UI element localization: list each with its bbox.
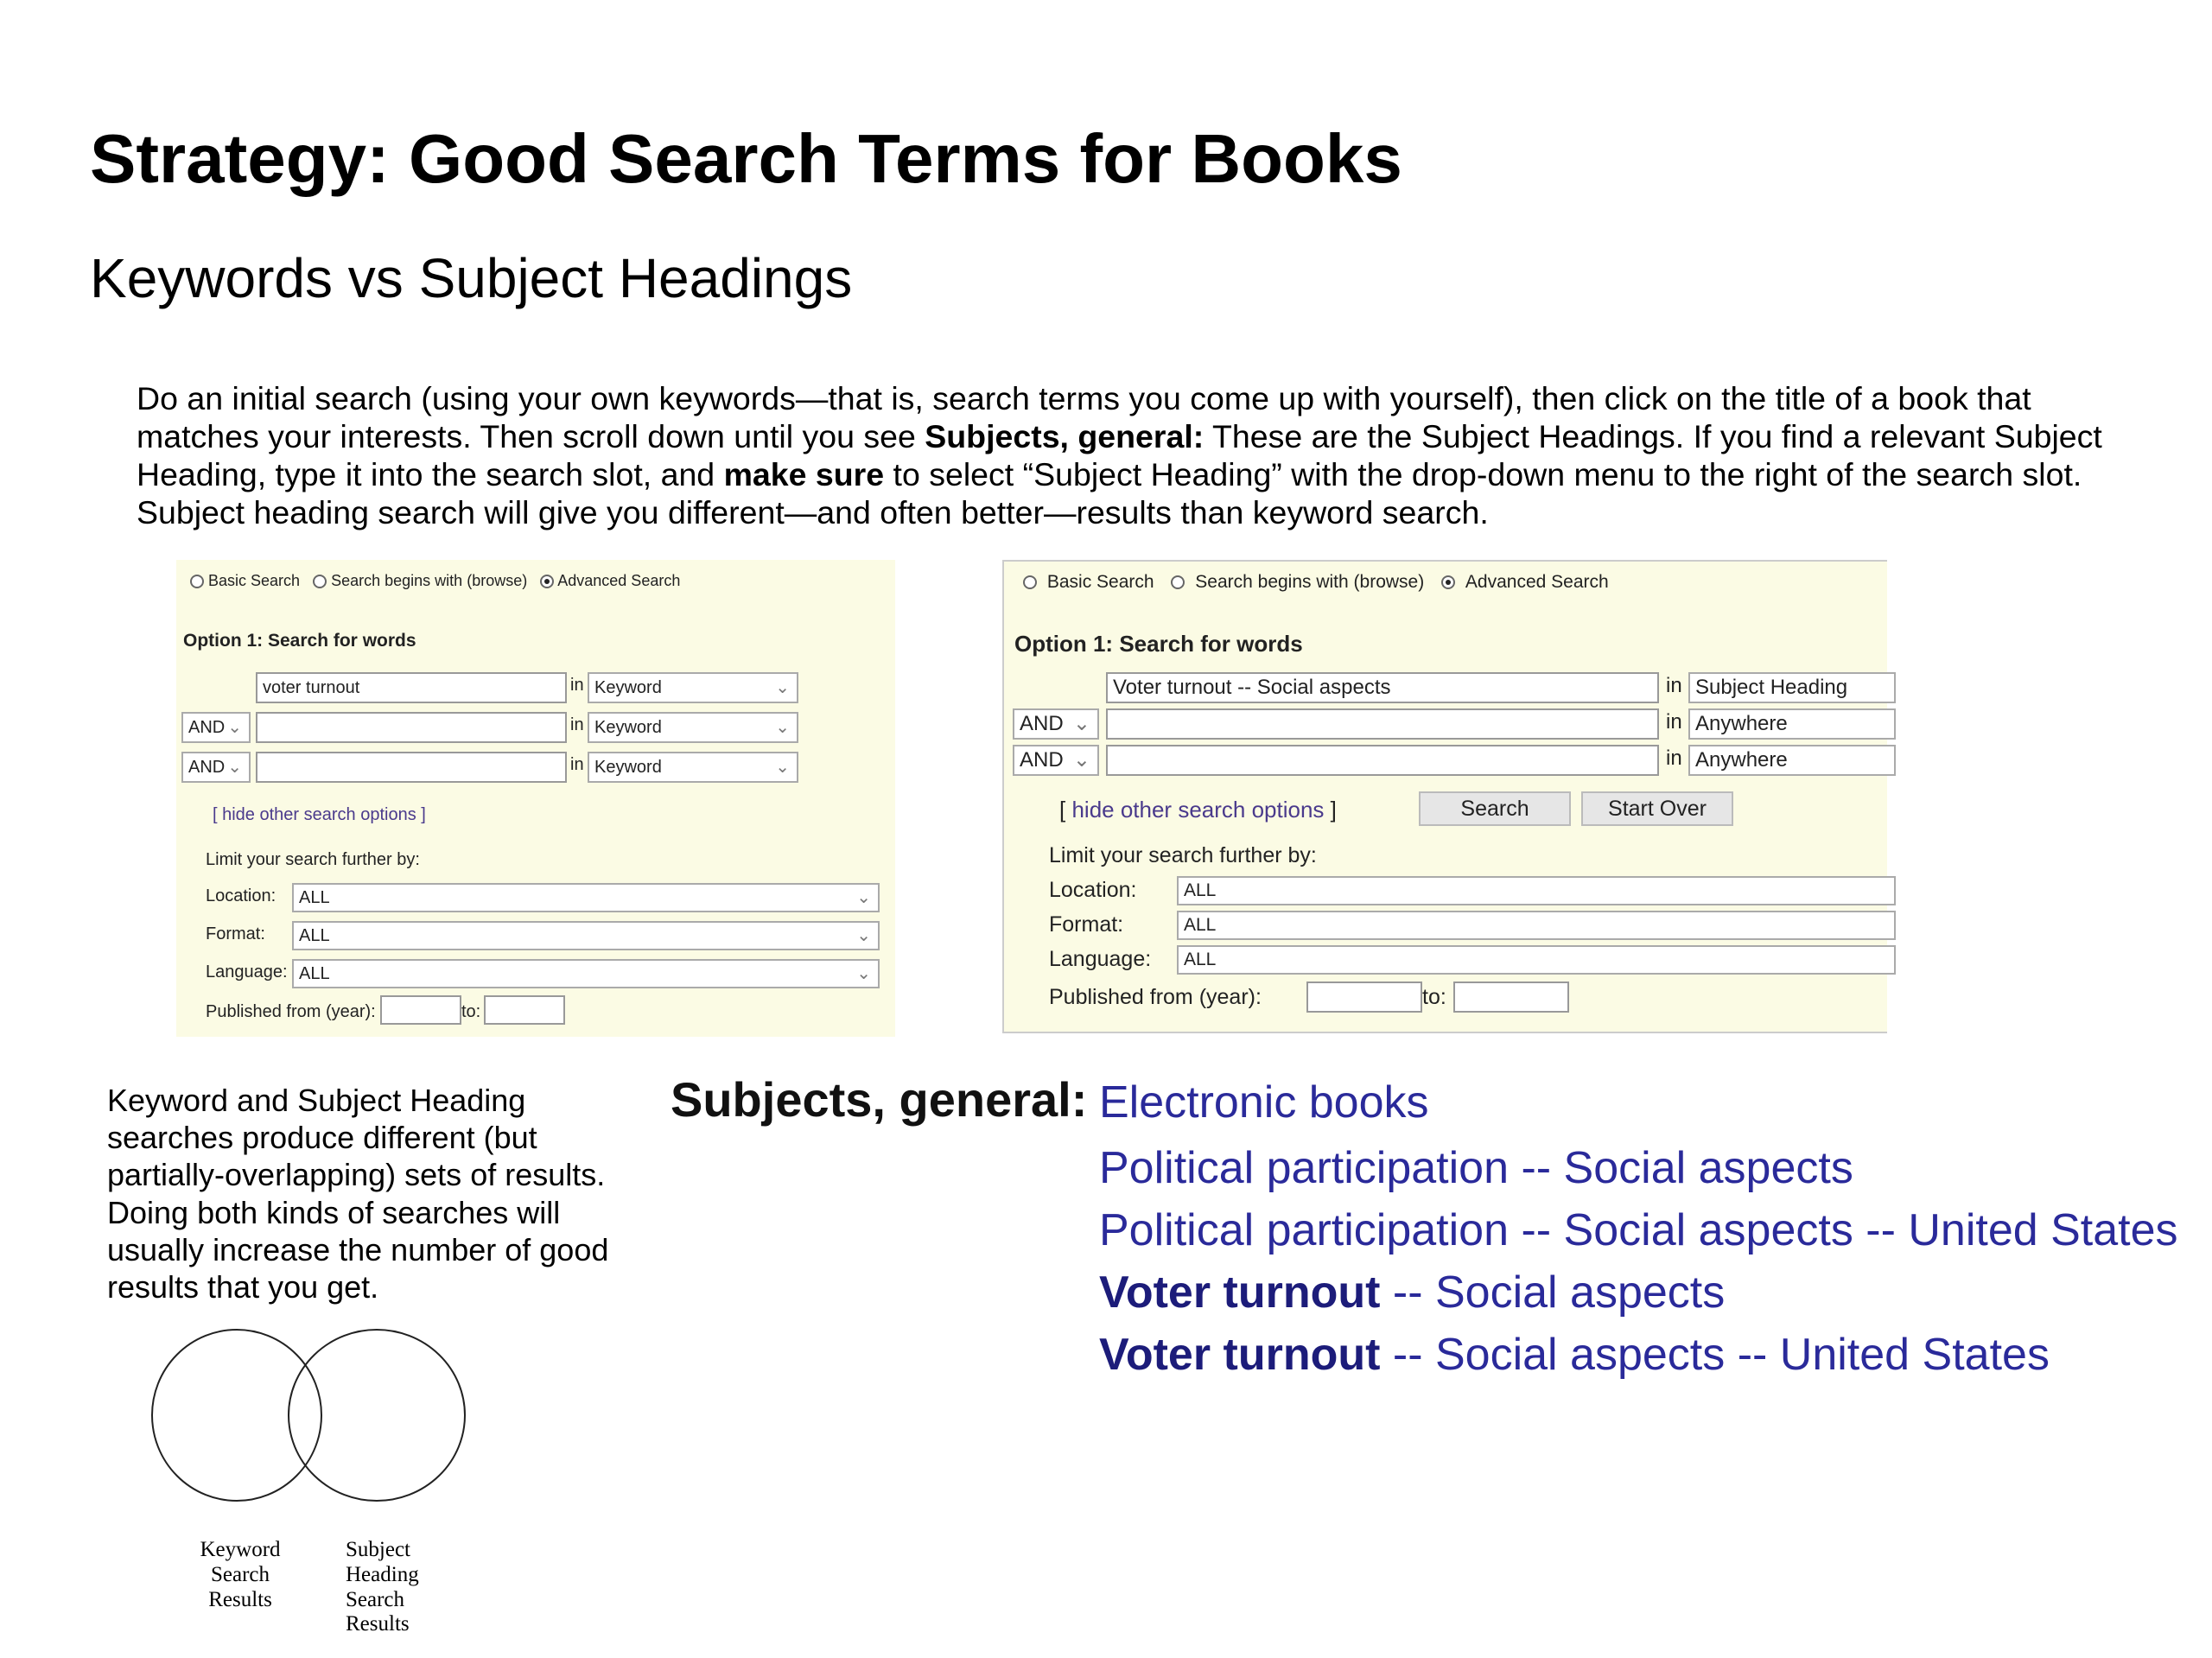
- explanation-text: Keyword and Subject Heading searches produce different (but partially-overlapping) sets of results. Doing both kinds of searches will usually increase the number of good results that you get.: [107, 1083, 609, 1305]
- search-term-input-2[interactable]: [1106, 708, 1659, 740]
- venn-label-line: Search: [346, 1587, 405, 1611]
- bool-select-2[interactable]: [1013, 708, 1099, 740]
- chevron-down-icon: ⌄: [775, 758, 790, 777]
- subjects-general-label: Subjects, general:: [671, 1072, 1088, 1127]
- language-select-value: ALL: [1184, 950, 1217, 969]
- chevron-down-icon: ⌄: [856, 964, 871, 983]
- field-select-2-value: Anywhere: [1695, 712, 1788, 735]
- intro-text-2: These are the Subject Headings. If you find a relevant Subject Heading, type it into the search slot, and: [137, 417, 2102, 492]
- format-select[interactable]: [292, 921, 880, 950]
- bool-select-3-value: AND: [1020, 748, 1064, 772]
- subject-link[interactable]: [1099, 1142, 1853, 1194]
- in-label: in: [1666, 674, 1682, 697]
- radio-advanced-search-label: Advanced Search: [1465, 572, 1609, 592]
- in-label: in: [1666, 710, 1682, 734]
- bracket-open: [: [1059, 797, 1072, 823]
- subject-link-text: Electronic books: [1099, 1077, 1429, 1128]
- hide-search-options-link[interactable]: [ hide other search options ]: [213, 805, 426, 824]
- intro-text-3: to select “Subject Heading” with the drop-down menu to the right of the search slot. Subject heading search will give you different—and often better—results than keyword search.: [137, 455, 2082, 530]
- radio-basic-search-label: Basic Search: [1046, 572, 1154, 592]
- search-term-input-2[interactable]: [256, 712, 567, 743]
- field-select-1[interactable]: [1688, 672, 1896, 703]
- language-label: Language:: [206, 962, 288, 981]
- radio-browse-search[interactable]: [313, 575, 327, 588]
- chevron-down-icon: ⌄: [1072, 748, 1090, 772]
- search-term-input-1[interactable]: Voter turnout -- Social aspects: [1106, 672, 1659, 703]
- search-form-screenshot-subject: [1002, 560, 1887, 1033]
- field-select-3-value: Keyword: [594, 758, 662, 777]
- published-from-input[interactable]: [1306, 981, 1422, 1013]
- chevron-down-icon: ⌄: [227, 758, 242, 777]
- venn-label-line: Results: [346, 1612, 410, 1636]
- hide-search-options: [1059, 797, 1337, 823]
- subject-link[interactable]: [1099, 1204, 2178, 1256]
- format-label: Format:: [206, 924, 265, 943]
- language-select-value: ALL: [299, 964, 330, 983]
- bool-select-3[interactable]: [181, 752, 251, 783]
- intro-bold-make-sure: make sure: [723, 455, 885, 492]
- location-label: Location:: [206, 886, 276, 905]
- subject-link-text: Political participation -- Social aspects: [1099, 1143, 1853, 1193]
- published-from-input[interactable]: [380, 995, 461, 1025]
- in-label: in: [570, 676, 584, 695]
- page-subtitle: Keywords vs Subject Headings: [90, 247, 853, 309]
- venn-label-line: Subject: [346, 1538, 410, 1561]
- location-select[interactable]: [292, 883, 880, 912]
- location-select[interactable]: [1177, 876, 1896, 905]
- radio-advanced-search-label: Advanced Search: [557, 572, 681, 589]
- chevron-down-icon: ⌄: [775, 718, 790, 737]
- chevron-down-icon: ⌄: [856, 926, 871, 945]
- intro-text-1: Do an initial search (using your own keywords—that is, search terms you come up with yourself), then click on the title of a book that matches your interests. Then scroll down until you see: [137, 380, 2031, 454]
- language-label: Language:: [1049, 947, 1152, 971]
- field-select-3-value: Anywhere: [1695, 748, 1788, 772]
- keyword-circle: [152, 1330, 321, 1501]
- chevron-down-icon: ⌄: [775, 678, 790, 697]
- bool-select-2-value: AND: [1020, 712, 1064, 735]
- subject-link-bold: Voter turnout: [1099, 1330, 1381, 1380]
- in-label: in: [570, 715, 584, 734]
- page-title: Strategy: Good Search Terms for Books: [90, 120, 1402, 197]
- radio-advanced-search[interactable]: [540, 575, 554, 588]
- field-select-1[interactable]: [588, 672, 798, 703]
- radio-browse-search-label: Search begins with (browse): [1195, 572, 1425, 592]
- bool-select-3[interactable]: [1013, 745, 1099, 776]
- intro-paragraph: [137, 380, 2150, 532]
- intro-bold-subjects: Subjects, general:: [925, 417, 1205, 454]
- option-heading: Option 1: Search for words: [183, 631, 416, 651]
- field-select-2-value: Keyword: [594, 718, 662, 737]
- venn-label-keyword: [187, 1538, 294, 1612]
- radio-advanced-search[interactable]: [1441, 575, 1455, 589]
- published-to-input[interactable]: [1453, 981, 1569, 1013]
- venn-label-line: Search: [210, 1562, 270, 1586]
- location-label: Location:: [1049, 878, 1137, 902]
- field-select-2[interactable]: [1688, 708, 1896, 740]
- chevron-down-icon: ⌄: [227, 718, 242, 737]
- option-heading: Option 1: Search for words: [1014, 631, 1303, 657]
- published-to-input[interactable]: [484, 995, 565, 1025]
- bool-select-2-value: AND: [188, 718, 226, 737]
- search-term-input-3[interactable]: [1106, 745, 1659, 776]
- subject-link-bold: Voter turnout: [1099, 1267, 1381, 1318]
- subject-link-text: Political participation -- Social aspects -- United States: [1099, 1205, 2178, 1255]
- bracket-close: ]: [1324, 797, 1337, 823]
- search-form-screenshot-keyword: [176, 560, 895, 1037]
- radio-basic-search[interactable]: [1023, 575, 1037, 589]
- format-select-value: ALL: [299, 926, 330, 945]
- field-select-3[interactable]: [1688, 745, 1896, 776]
- subject-link[interactable]: [1099, 1329, 2050, 1381]
- subject-link-text: -- Social aspects: [1380, 1267, 1726, 1318]
- field-select-3[interactable]: [588, 752, 798, 783]
- field-select-1-value: Subject Heading: [1695, 676, 1848, 699]
- subject-link[interactable]: [1099, 1267, 1725, 1318]
- subject-link[interactable]: [1099, 1077, 1429, 1128]
- radio-basic-search-label: Basic Search: [208, 572, 301, 589]
- bool-select-3-value: AND: [188, 758, 226, 777]
- chevron-down-icon: ⌄: [856, 888, 871, 907]
- published-to-label: to:: [461, 1002, 481, 1021]
- language-select[interactable]: [292, 959, 880, 988]
- chevron-down-icon: ⌄: [1072, 712, 1090, 735]
- radio-browse-search[interactable]: [1171, 575, 1185, 589]
- search-term-input-3[interactable]: [256, 752, 567, 783]
- venn-label-line: Keyword: [200, 1538, 281, 1561]
- limit-label: Limit your search further by:: [206, 850, 420, 869]
- limit-label: Limit your search further by:: [1049, 843, 1317, 867]
- venn-circles: [145, 1327, 482, 1509]
- subject-link-text: -- Social aspects -- United States: [1380, 1330, 2050, 1380]
- format-label: Format:: [1049, 912, 1124, 937]
- language-select[interactable]: [1177, 945, 1896, 975]
- published-from-label: Published from (year):: [206, 1002, 376, 1021]
- in-label: in: [570, 755, 584, 774]
- format-select[interactable]: [1177, 911, 1896, 940]
- location-select-value: ALL: [1184, 880, 1217, 900]
- subject-heading-circle: [289, 1330, 465, 1501]
- venn-label-subject-heading: [346, 1538, 419, 1637]
- start-over-button[interactable]: Start Over: [1581, 791, 1733, 826]
- in-label: in: [1666, 746, 1682, 770]
- hide-search-options-link[interactable]: hide other search options: [1071, 797, 1325, 823]
- radio-browse-search-label: Search begins with (browse): [331, 572, 528, 589]
- venn-label-line: Heading: [346, 1562, 419, 1586]
- search-term-input-1[interactable]: voter turnout: [256, 672, 567, 703]
- field-select-2[interactable]: [588, 712, 798, 743]
- format-select-value: ALL: [1184, 915, 1217, 935]
- radio-basic-search[interactable]: [190, 575, 204, 588]
- published-from-label: Published from (year):: [1049, 985, 1262, 1009]
- field-select-1-value: Keyword: [594, 678, 662, 697]
- search-button[interactable]: Search: [1419, 791, 1571, 826]
- location-select-value: ALL: [299, 888, 330, 907]
- venn-diagram: [145, 1327, 482, 1552]
- published-to-label: to:: [1422, 985, 1446, 1009]
- bool-select-2[interactable]: [181, 712, 251, 743]
- venn-label-line: Results: [208, 1587, 272, 1611]
